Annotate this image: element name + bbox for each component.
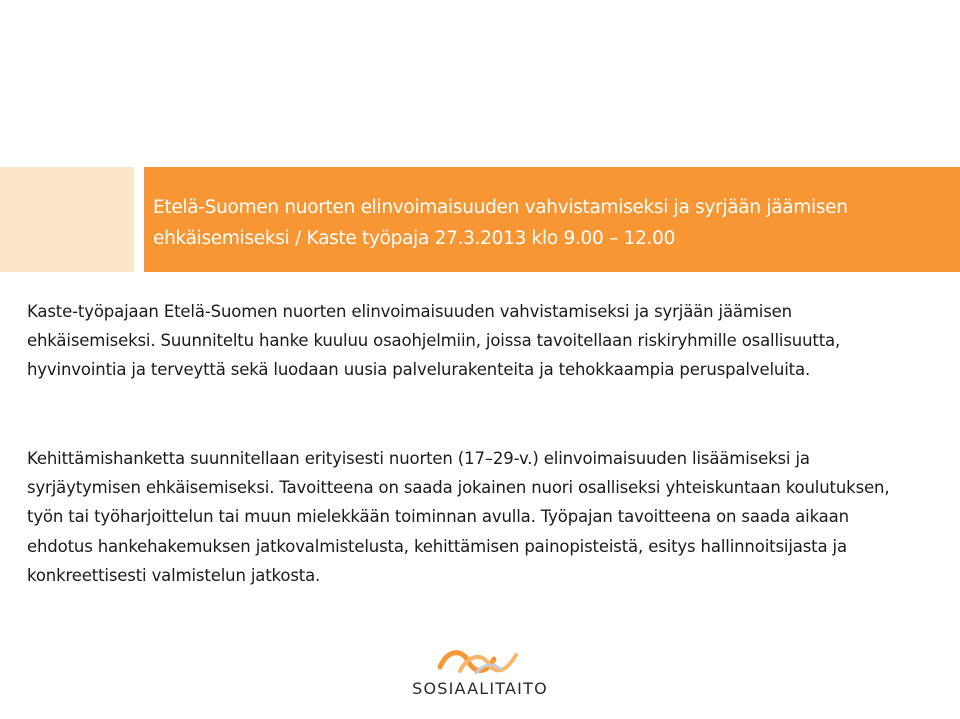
body-paragraph-2: Kehittämishanketta suunnitellaan erityisesti nuorten (17–29-v.) elinvoimaisuuden lisäämiseksi ja syrjäytymisen ehkäisemiseksi. Tavoitteena on saada jokainen nuori osalliseksi yhteiskuntaan koulutuksen, työn tai työharjoittelun tai muun mielekkään toiminnan avulla. Työpajan tavoitteena on saada aikaan ehdotus hankehakemuksen jatkovalmistelusta, kehittämisen painopisteistä, esitys hallinnoitsijasta ja konkreettisesti valmistelun jatkosta.: [27, 449, 890, 585]
slide-title: Etelä-Suomen nuorten elinvoimaisuuden vahvistamiseksi ja syrjään jäämisen ehkäisemiseksi / Kaste työpaja 27.3.2013 klo 9.00 – 12.00: [153, 197, 848, 249]
sosiaalitaito-logo: [410, 645, 550, 707]
title-accent-block: [0, 167, 134, 272]
logo-text: SOSIAALITAITO: [412, 679, 548, 698]
swirl-logo-icon: [436, 645, 520, 677]
body-paragraph-1: Kaste-työpajaan Etelä-Suomen nuorten elinvoimaisuuden vahvistamiseksi ja syrjään jäämisen ehkäisemiseksi. Suunniteltu hanke kuuluu osaohjelmiin, joissa tavoitellaan riskiryhmille osallisuutta, hyvinvointia ja terveyttä sekä luodaan uusia palvelurakenteita ja tehokkaampia peruspalveluita.: [27, 302, 841, 380]
